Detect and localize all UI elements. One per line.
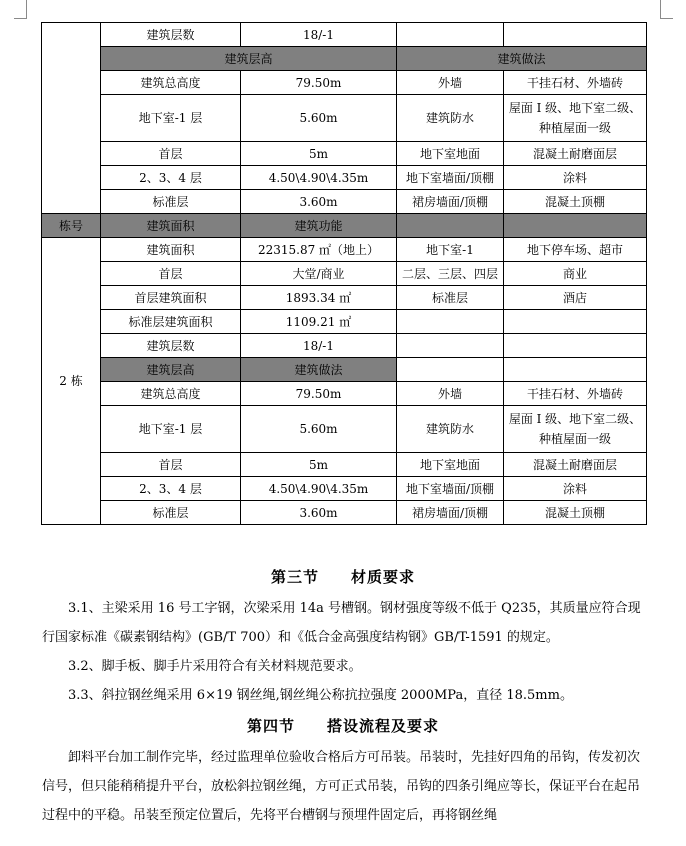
cell-a: 建筑总高度 xyxy=(101,382,241,406)
cell-d: 涂料 xyxy=(504,477,647,501)
cell-empty xyxy=(504,23,647,47)
cell-c: 裙房墙面/顶棚 xyxy=(397,501,504,525)
cell-d: 屋面 I 级、地下室二级、种植屋面一级 xyxy=(504,406,647,453)
table-row xyxy=(42,71,647,95)
header-cell: 建筑层高 xyxy=(101,358,241,382)
cell-a: 标准层建筑面积 xyxy=(101,310,241,334)
cell-c: 裙房墙面/顶棚 xyxy=(397,190,504,214)
cell-d xyxy=(504,310,647,334)
table-row xyxy=(42,382,647,406)
table-row xyxy=(42,190,647,214)
cell-b: 大堂/商业 xyxy=(241,262,397,286)
cell-c: 地下室墙面/顶棚 xyxy=(397,166,504,190)
table-row xyxy=(42,477,647,501)
cell-d: 混凝土耐磨面层 xyxy=(504,142,647,166)
cell-c: 建筑防水 xyxy=(397,95,504,142)
table-row xyxy=(42,334,647,358)
cell-a: 建筑面积 xyxy=(101,238,241,262)
header-cell: 建筑做法 xyxy=(241,358,397,382)
header-cell: 建筑做法 xyxy=(397,47,647,71)
cell-c xyxy=(397,310,504,334)
cell-a: 建筑总高度 xyxy=(101,71,241,95)
cell-b: 4.50\4.90\4.35m xyxy=(241,166,397,190)
paragraph: 3.1、主梁采用 16 号工字钢，次梁采用 14a 号槽钢。钢材强度等级不低于 Q235，其质量应符合现行国家标准《碳素钢结构》(GB/T 700）和《低合金高强度结构钢》GB/T-1591 的规定。 xyxy=(42,601,641,645)
cell-b: 18/-1 xyxy=(241,334,397,358)
cell-d xyxy=(504,334,647,358)
cell-c: 地下室墙面/顶棚 xyxy=(397,477,504,501)
cell-c: 地下室地面 xyxy=(397,453,504,477)
cell-value: 18/-1 xyxy=(241,23,397,47)
section-title: 第三节 材质要求 xyxy=(270,568,415,586)
cell-c: 外墙 xyxy=(397,71,504,95)
cell-c: 二层、三层、四层 xyxy=(397,262,504,286)
cell-empty xyxy=(504,358,647,382)
building-cell-empty xyxy=(42,23,101,214)
paragraph: 3.2、脚手板、脚手片采用符合有关材料规范要求。 xyxy=(68,659,362,674)
header-cell-empty xyxy=(397,214,504,238)
cell-c: 外墙 xyxy=(397,382,504,406)
cell-d: 混凝土耐磨面层 xyxy=(504,453,647,477)
cell-d: 干挂石材、外墙砖 xyxy=(504,71,647,95)
table-row xyxy=(42,238,647,262)
table-row xyxy=(42,142,647,166)
building-name-cell: 2 栋 xyxy=(42,238,101,525)
cell-d: 地下停车场、超市 xyxy=(504,238,647,262)
cell-a: 首层建筑面积 xyxy=(101,286,241,310)
corner-mark-top-left-h xyxy=(14,18,27,19)
corner-mark-top-right xyxy=(660,0,661,18)
cell-d: 混凝土顶棚 xyxy=(504,501,647,525)
header-cell: 建筑功能 xyxy=(241,214,397,238)
cell-c: 标准层 xyxy=(397,286,504,310)
header-cell: 栋号 xyxy=(42,214,101,238)
cell-a: 地下室-1 层 xyxy=(101,406,241,453)
cell-b: 4.50\4.90\4.35m xyxy=(241,477,397,501)
table-row xyxy=(42,95,647,142)
table-row xyxy=(42,453,647,477)
table-row xyxy=(42,23,647,47)
table-header-row xyxy=(42,214,647,238)
cell-d: 酒店 xyxy=(504,286,647,310)
table-row xyxy=(42,262,647,286)
cell-b: 5.60m xyxy=(241,406,397,453)
corner-mark-top-left xyxy=(26,0,27,18)
cell-b: 1893.34 ㎡ xyxy=(241,286,397,310)
cell-a: 2、3、4 层 xyxy=(101,166,241,190)
table-row xyxy=(42,310,647,334)
cell-d: 混凝土顶棚 xyxy=(504,190,647,214)
table-header-row xyxy=(42,47,647,71)
building-spec-table xyxy=(41,22,647,525)
header-cell: 建筑层高 xyxy=(101,47,397,71)
cell-b: 5m xyxy=(241,142,397,166)
paragraph: 卸料平台加工制作完毕，经过监理单位验收合格后方可吊装。吊装时，先挂好四角的吊钩，传发初次信号，但只能稍稍提升平台，放松斜拉钢丝绳，方可正式吊装，吊钩的四条引绳应等长，保证平台在起吊过程中的平稳。吊装至预定位置后，先将平台槽钢与预埋件固定后，再将钢丝绳 xyxy=(42,750,641,823)
cell-c: 地下室地面 xyxy=(397,142,504,166)
cell-b: 79.50m xyxy=(241,71,397,95)
cell-c: 地下室-1 xyxy=(397,238,504,262)
cell-b: 79.50m xyxy=(241,382,397,406)
corner-mark-top-right-h xyxy=(660,18,673,19)
cell-c: 建筑防水 xyxy=(397,406,504,453)
header-cell-empty xyxy=(504,214,647,238)
cell-b: 22315.87 ㎡（地上） xyxy=(241,238,397,262)
cell-a: 地下室-1 层 xyxy=(101,95,241,142)
cell-a: 首层 xyxy=(101,453,241,477)
cell-c xyxy=(397,334,504,358)
cell-a: 标准层 xyxy=(101,501,241,525)
cell-a: 建筑层数 xyxy=(101,334,241,358)
cell-b: 5m xyxy=(241,453,397,477)
cell-b: 3.60m xyxy=(241,501,397,525)
cell-a: 标准层 xyxy=(101,190,241,214)
cell-label: 建筑层数 xyxy=(101,23,241,47)
table-row xyxy=(42,406,647,453)
cell-b: 5.60m xyxy=(241,95,397,142)
cell-d: 屋面 I 级、地下室二级、种植屋面一级 xyxy=(504,95,647,142)
cell-a: 首层 xyxy=(101,262,241,286)
cell-d: 商业 xyxy=(504,262,647,286)
cell-b: 1109.21 ㎡ xyxy=(241,310,397,334)
cell-a: 2、3、4 层 xyxy=(101,477,241,501)
cell-d: 干挂石材、外墙砖 xyxy=(504,382,647,406)
paragraph: 3.3、斜拉钢丝绳采用 6×19 钢丝绳,钢丝绳公称抗拉强度 2000MPa，直径 18.5mm。 xyxy=(68,688,573,703)
table-row xyxy=(42,501,647,525)
header-cell: 建筑面积 xyxy=(101,214,241,238)
cell-d: 涂料 xyxy=(504,166,647,190)
table-header-row xyxy=(42,358,647,382)
table-row xyxy=(42,166,647,190)
table-row xyxy=(42,286,647,310)
cell-b: 3.60m xyxy=(241,190,397,214)
cell-a: 首层 xyxy=(101,142,241,166)
cell-empty xyxy=(397,358,504,382)
cell-empty xyxy=(397,23,504,47)
section-title: 第四节 搭设流程及要求 xyxy=(246,717,439,735)
